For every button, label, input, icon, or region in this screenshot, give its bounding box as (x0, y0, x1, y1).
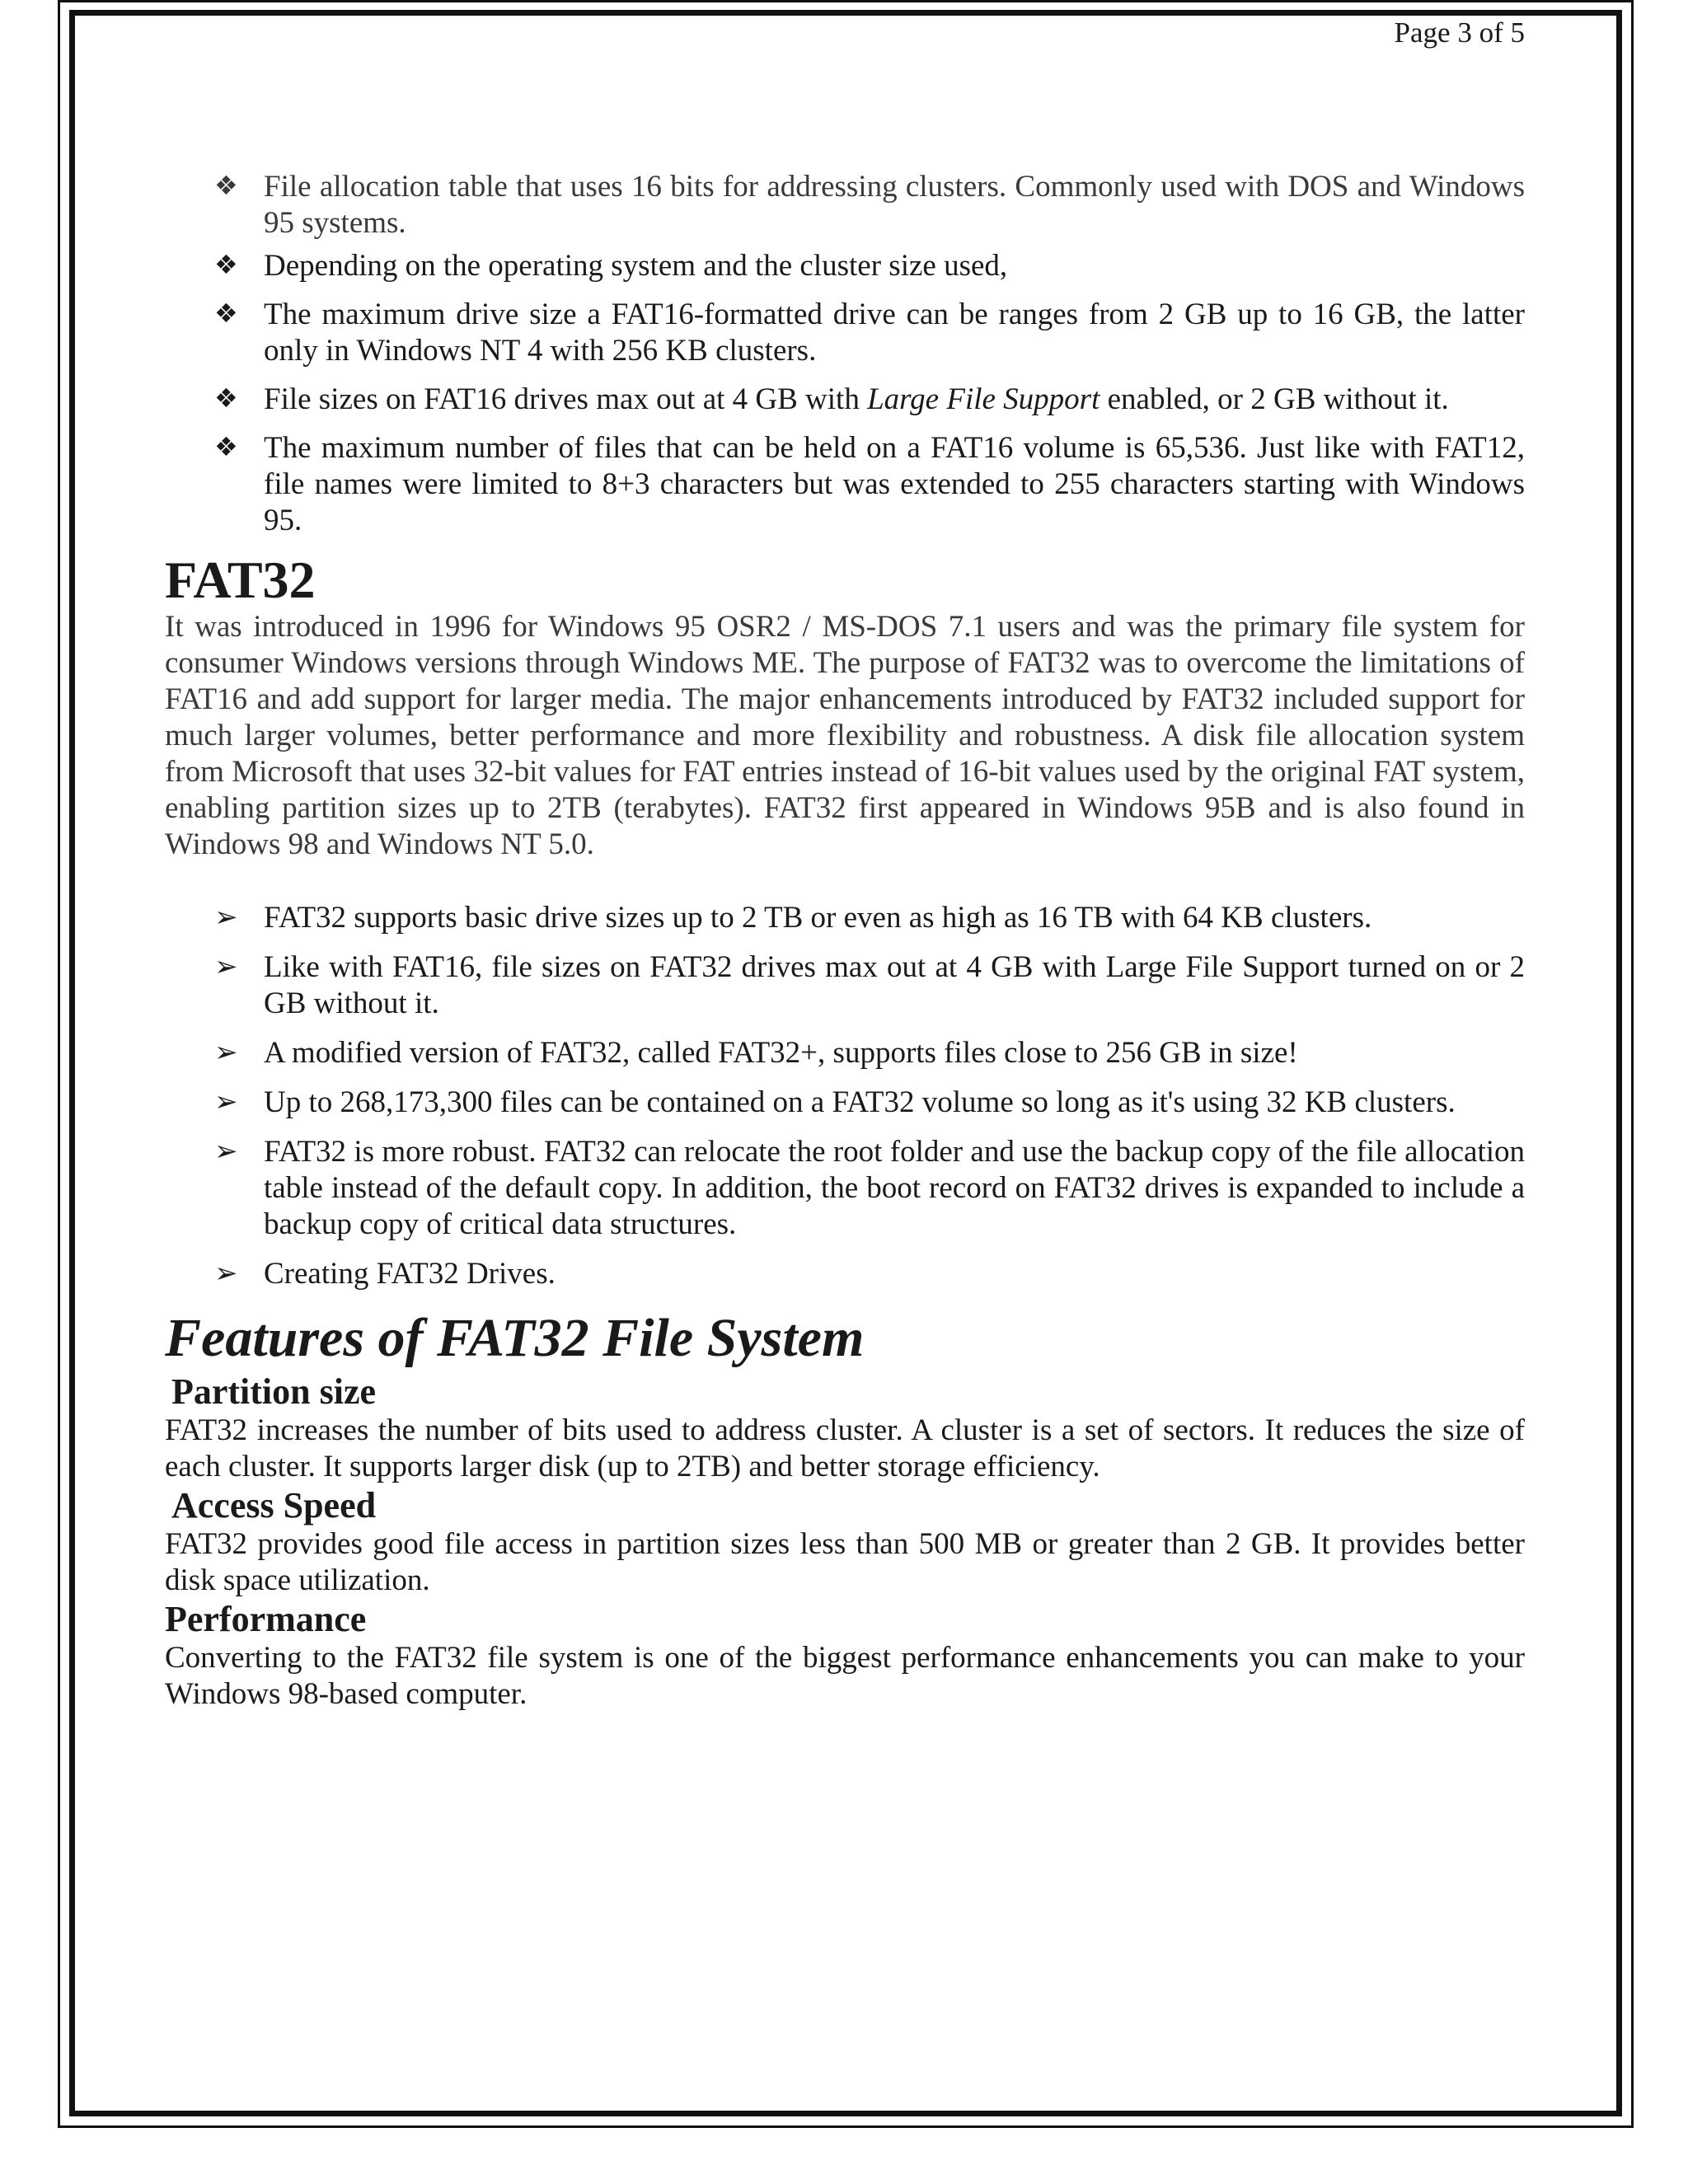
performance-paragraph: Converting to the FAT32 file system is one of the biggest performance enhancements you can make to your Windows 98-based computer. (165, 1641, 1525, 1711)
arrow-bullet-icon: ➢ (214, 1257, 238, 1290)
arrow-bullet-icon: ➢ (214, 1085, 238, 1118)
diamond-bullet-icon: ❖ (214, 298, 238, 329)
list-item-text: Like with FAT16, file sizes on FAT32 drives max out at 4 GB with Large File Support turned on or 2 GB without it. (264, 950, 1525, 1020)
list-item-text: Depending on the operating system and the cluster size used, (264, 249, 1008, 283)
list-item (165, 900, 1525, 936)
diamond-bullet-icon: ❖ (214, 431, 238, 462)
fat32-heading: FAT32 (165, 551, 316, 609)
partition-size-paragraph: FAT32 increases the number of bits used to address cluster. A cluster is a set of sectors. It reduces the size of each cluster. It supports larger disk (up to 2TB) and better storage efficiency. (165, 1413, 1525, 1483)
list-item-text: Up to 268,173,300 files can be contained on a FAT32 volume so long as it's using 32 KB clusters. (264, 1085, 1456, 1119)
fat32-bullet-list (165, 900, 1525, 1292)
list-item-text: The maximum drive size a FAT16-formatted drive can be ranges from 2 GB up to 16 GB, the latter only in Windows NT 4 with 256 KB clusters. (264, 298, 1525, 368)
partition-size-heading: Partition size (171, 1371, 377, 1412)
arrow-bullet-icon: ➢ (214, 950, 238, 983)
list-item (165, 1035, 1525, 1071)
features-heading: Features of FAT32 File System (165, 1308, 865, 1368)
list-item (165, 248, 1525, 284)
list-item-text: The maximum number of files that can be held on a FAT16 volume is 65,536. Just like with FAT12, file names were limited to 8+3 characters but was extended to 255 characters starting with Windows 95. (264, 431, 1525, 537)
list-item-text: FAT32 is more robust. FAT32 can relocate the root folder and use the backup copy of the file allocation table instead of the default copy. In addition, the boot record on FAT32 drives is expanded to include a backup copy of critical data structures. (264, 1135, 1525, 1241)
access-speed-paragraph: FAT32 provides good file access in partition sizes less than 500 MB or greater than 2 GB. It provides better disk space utilization. (165, 1527, 1525, 1597)
emphasis-text: Large File Support (867, 382, 1100, 416)
page-number: Page 3 of 5 (1394, 16, 1525, 49)
diamond-bullet-icon: ❖ (214, 170, 238, 201)
list-item-text: FAT32 supports basic drive sizes up to 2 TB or even as high as 16 TB with 64 KB clusters. (264, 901, 1372, 935)
diamond-bullet-icon: ❖ (214, 249, 238, 280)
list-item (165, 1256, 1525, 1292)
list-item (165, 430, 1525, 539)
list-item-text-part: enabled, or 2 GB without it. (1100, 382, 1449, 416)
fat16-bullet-list (165, 169, 1525, 539)
list-item (165, 169, 1525, 241)
performance-heading: Performance (165, 1599, 367, 1639)
arrow-bullet-icon: ➢ (214, 901, 238, 934)
list-item (165, 297, 1525, 369)
list-item (165, 1134, 1525, 1243)
arrow-bullet-icon: ➢ (214, 1135, 238, 1168)
list-item-text: File allocation table that uses 16 bits for addressing clusters. Commonly used with DOS and Windows 95 systems. (264, 170, 1525, 240)
list-item-text: Creating FAT32 Drives. (264, 1257, 556, 1291)
list-item (165, 949, 1525, 1022)
fat32-intro-paragraph: It was introduced in 1996 for Windows 95 OSR2 / MS-DOS 7.1 users and was the primary file system for consumer Windows versions through Windows ME. The purpose of FAT32 was to overcome the limitations of FAT16 and add support for larger media. The major enhancements introduced by FAT32 included support for much larger volumes, better performance and more flexibility and robustness. A disk file allocation system from Microsoft that uses 32-bit values for FAT entries instead of 16-bit values used by the original FAT system, enabling partition sizes up to 2TB (terabytes). FAT32 first appeared in Windows 95B and is also found in Windows 98 and Windows NT 5.0. (165, 610, 1525, 861)
diamond-bullet-icon: ❖ (214, 382, 238, 414)
arrow-bullet-icon: ➢ (214, 1036, 238, 1069)
list-item (165, 382, 1525, 418)
page-content (165, 169, 1525, 1713)
list-item-text: A modified version of FAT32, called FAT32+, supports files close to 256 GB in size! (264, 1036, 1298, 1070)
spacer (165, 863, 1525, 900)
list-item-text (264, 382, 1449, 416)
list-item (165, 1085, 1525, 1121)
access-speed-heading: Access Speed (171, 1485, 377, 1526)
list-item-text-part: File sizes on FAT16 drives max out at 4 GB with (264, 382, 868, 416)
